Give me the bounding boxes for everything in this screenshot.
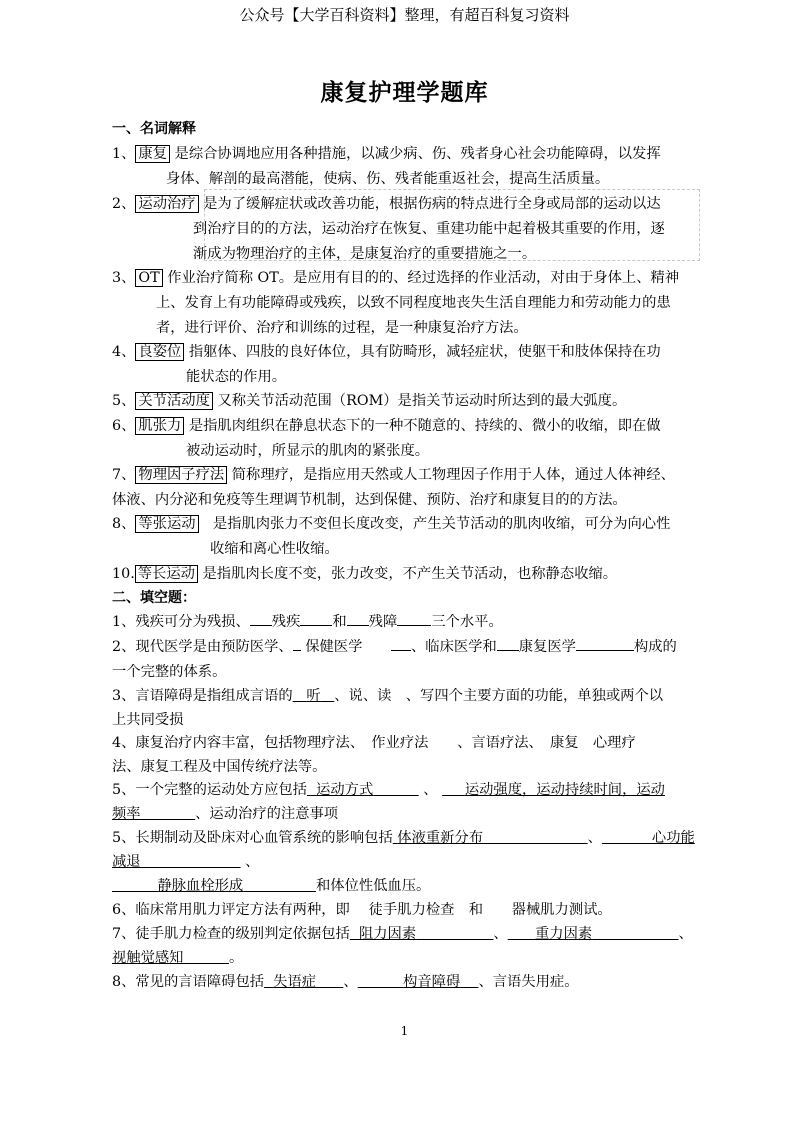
definition-item: 10. 等长运动 是指肌肉长度不变，张力改变，不产生关节活动，也称静态收缩。 — [112, 566, 618, 582]
definition-line: 能状态的作用。 — [186, 369, 287, 385]
fill-blank-question: 3、言语障碍是指组成言语的 听 、说、读 、写四个主要方面的功能，单独或两个以 — [112, 688, 664, 704]
fill-blank-question: 6、临床常用肌力评定方法有两种，即 徒手肌力检查 和 器械肌力测试。 — [112, 902, 612, 918]
section-heading-fill-blank: 二、填空题： — [112, 590, 196, 606]
term-box: 物理因子疗法 — [135, 466, 227, 484]
term-box: OT — [135, 269, 162, 287]
page-header: 公众号【大学百科资料】整理，有超百科复习资料 — [239, 6, 570, 24]
definition-item: 5、 关节活动度 又称关节活动范围（ROM）是指关节运动时所达到的最大弧度。 — [112, 393, 627, 409]
term-box: 运动治疗 — [135, 195, 198, 213]
definition-line: 到治疗目的的方法，运动治疗在恢复、重建功能中起着极其重要的作用，逐 — [193, 221, 665, 237]
definition-line: 收缩和离心性收缩。 — [210, 541, 339, 557]
definition-item: 7、 物理因子疗法 简称理疗，是指应用天然或人工物理因子作用于人体，通过人体神经、 — [112, 467, 675, 483]
fill-blank-question: 5、一个完整的运动处方应包括 运动方式 、 运动强度，运动持续时间，运动 — [112, 782, 665, 798]
page-title: 康复护理学题库 — [320, 79, 489, 106]
definition-line: 上、发育上有功能障碍或残疾，以致不同程度地丧失生活自理能力和劳动能力的患 — [156, 295, 671, 311]
term-box: 肌张力 — [135, 417, 184, 435]
term-box: 康复 — [135, 145, 170, 163]
term-box: 等张运动 — [135, 515, 198, 533]
definition-line: 体液、内分泌和免疫等生理调节机制，达到保健、预防、治疗和康复目的的方法。 — [112, 492, 627, 508]
fill-blank-question: 4、康复治疗内容丰富，包括物理疗法、 作业疗法 、言语疗法、 康复 心理疗 — [112, 735, 636, 751]
fill-blank-line: 减退 、 — [112, 854, 260, 870]
section-heading-definitions: 一、名词解释 — [112, 121, 196, 137]
fill-blank-line: 频率 、运动治疗的注意事项 — [112, 806, 339, 822]
definition-line: 被动运动时，所显示的肌肉的紧张度。 — [186, 443, 430, 459]
fill-blank-line: 视触觉感知 。 — [112, 950, 244, 966]
definition-item: 3、 OT 作业治疗简称 OT。是应用有目的的、经过选择的作业活动，对由于身体上、精神 — [112, 270, 680, 286]
fill-blank-question: 5、长期制动及卧床对心血管系统的影响包括 体液重新分布 、 心功能 — [112, 830, 695, 846]
page-number: 1 — [400, 1024, 409, 1038]
fill-blank-line: 静脉血栓形成 和体位性低血压。 — [157, 878, 431, 894]
definition-item: 4、 良姿位 指躯体、四肢的良好体位，具有防畸形，减轻症状，使躯干和肢体保持在功 — [112, 344, 661, 360]
definition-item: 1、 康复 是综合协调地应用各种措施，以减少病、伤、残者身心社会功能障碍，以发挥 — [112, 146, 661, 162]
fill-blank-line: 上共同受损 — [112, 712, 184, 728]
fill-blank-question: 7、徒手肌力检查的级别判定依据包括 阻力因素 、 重力因素 、 — [112, 926, 693, 942]
definition-line: 身体、解剖的最高潜能，使病、伤、残者能重返社会，提高生活质量。 — [166, 171, 610, 187]
term-box: 良姿位 — [135, 343, 184, 361]
definition-line: 渐成为物理治疗的主体，是康复治疗的重要措施之一。 — [193, 246, 537, 262]
fill-blank-question: 2、现代医学是由预防医学、 保健医学 、临床医学和 康复医学 构成的 — [112, 636, 677, 656]
fill-blank-question: 8、常见的言语障碍包括 失语症 、 构音障碍 、言语失用症。 — [112, 974, 579, 990]
definition-item: 6、 肌张力 是指肌肉组织在静息状态下的一种不随意的、持续的、微小的收缩，即在做 — [112, 418, 661, 434]
definition-line: 者，进行评价、治疗和训练的过程，是一种康复治疗方法。 — [156, 320, 528, 336]
term-box: 关节活动度 — [135, 392, 212, 410]
fill-blank-line: 法、康复工程及中国传统疗法等。 — [112, 759, 327, 775]
term-box: 等长运动 — [135, 565, 198, 583]
definition-item: 2、 运动治疗 是为了缓解症状或改善功能，根据伤病的特点进行全身或局部的运动以达 — [112, 196, 661, 212]
definition-item: 8、 等张运动 是指肌肉张力不变但长度改变，产生关节活动的肌肉收缩，可分为向心性 — [112, 516, 671, 532]
fill-blank-line: 一个完整的体系。 — [112, 664, 227, 680]
fill-blank-question: 1、残疾可分为残损、 残疾 和 残障 三个水平。 — [112, 611, 503, 631]
